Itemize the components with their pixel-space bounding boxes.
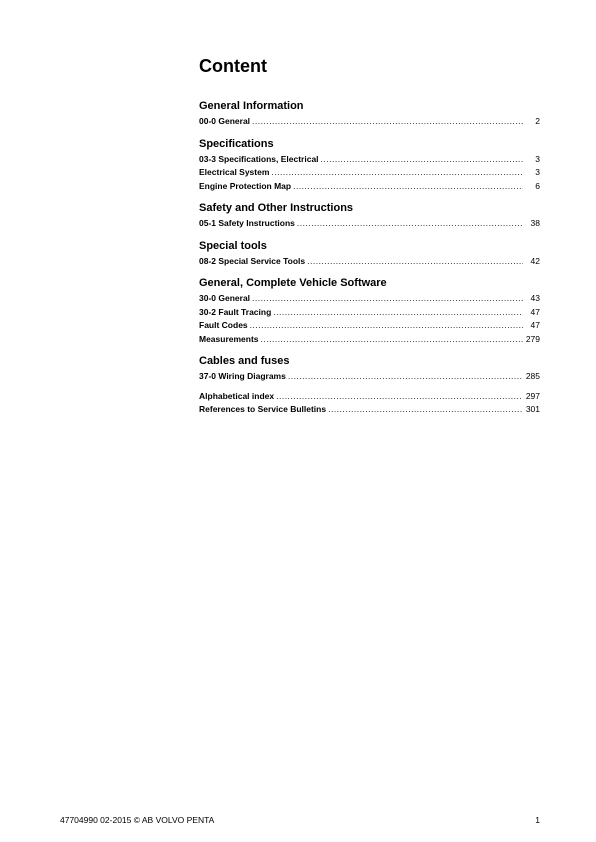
toc-entry-label: 05-1 Safety Instructions	[199, 218, 295, 228]
table-of-contents	[199, 55, 540, 425]
toc-entry-label: 08-2 Special Service Tools	[199, 255, 306, 266]
toc-entry-label: Alphabetical index	[199, 390, 275, 401]
toc-entry-label: Electrical System	[199, 167, 270, 177]
dot-leader	[288, 370, 523, 384]
toc-entry-label: 00-0 General	[199, 116, 251, 126]
dot-leader	[276, 390, 523, 404]
toc-entry[interactable]	[199, 390, 540, 404]
toc-entry-page: 38	[530, 218, 540, 228]
toc-entry-page: 2	[535, 116, 540, 126]
section-heading: General Information	[199, 100, 304, 112]
section-heading: General, Complete Vehicle Software	[199, 277, 387, 289]
section-heading: Cables and fuses	[199, 355, 290, 367]
toc-section-specifications	[199, 137, 540, 194]
dot-leader	[271, 166, 523, 180]
toc-entry[interactable]	[199, 153, 540, 167]
toc-entry-page: 47	[530, 306, 540, 317]
toc-entry[interactable]	[199, 333, 540, 347]
dot-leader	[328, 403, 523, 417]
dot-leader	[261, 333, 523, 347]
toc-entry-label: 37-0 Wiring Diagrams	[199, 371, 286, 381]
toc-entry[interactable]	[199, 255, 540, 269]
toc-entry-page: 297	[525, 390, 540, 401]
toc-entry-page: 43	[530, 293, 540, 303]
toc-section-general-information	[199, 99, 540, 129]
toc-section-special-tools	[199, 239, 540, 269]
toc-section-vehicle-software	[199, 276, 540, 346]
toc-entry-label: References to Service Bulletins	[199, 404, 327, 414]
dot-leader	[252, 292, 523, 306]
dot-leader	[297, 217, 523, 231]
toc-entry[interactable]	[199, 292, 540, 306]
toc-entry[interactable]	[199, 180, 540, 194]
toc-entry[interactable]	[199, 217, 540, 231]
toc-entry-page: 301	[525, 404, 540, 414]
toc-entry-page: 47	[530, 320, 540, 330]
footer-page-number: 1	[535, 815, 540, 825]
toc-entry[interactable]	[199, 370, 540, 384]
toc-entry[interactable]	[199, 115, 540, 129]
toc-entry-label: 03-3 Specifications, Electrical	[199, 153, 319, 164]
toc-entry-label: Engine Protection Map	[199, 180, 292, 191]
toc-entry[interactable]	[199, 319, 540, 333]
dot-leader	[307, 255, 523, 269]
toc-section-safety	[199, 201, 540, 231]
page-footer	[60, 815, 540, 826]
toc-section-cables-fuses	[199, 354, 540, 417]
page-title: Content	[199, 56, 267, 76]
toc-entry-page: 285	[525, 371, 540, 381]
dot-leader	[250, 319, 523, 333]
toc-entry-label: 30-2 Fault Tracing	[199, 306, 272, 317]
section-heading: Specifications	[199, 137, 274, 150]
toc-entry-page: 279	[525, 333, 540, 344]
toc-entry-page: 3	[535, 153, 540, 164]
footer-document-info: 47704990 02-2015 © AB VOLVO PENTA	[60, 815, 215, 825]
section-heading: Safety and Other Instructions	[199, 202, 354, 214]
dot-leader	[252, 115, 523, 129]
dot-leader	[273, 306, 523, 320]
toc-entry-label: 30-0 General	[199, 293, 251, 303]
toc-entry-label: Measurements	[199, 333, 259, 344]
toc-entry[interactable]	[199, 306, 540, 320]
toc-entry-page: 42	[530, 255, 540, 266]
toc-entry-page: 3	[535, 167, 540, 177]
toc-entry-label: Fault Codes	[199, 320, 248, 330]
dot-leader	[293, 180, 523, 194]
section-heading: Special tools	[199, 239, 267, 252]
toc-entry-page: 6	[535, 180, 540, 191]
toc-entry[interactable]	[199, 403, 540, 417]
dot-leader	[321, 153, 523, 167]
toc-entry[interactable]	[199, 166, 540, 180]
